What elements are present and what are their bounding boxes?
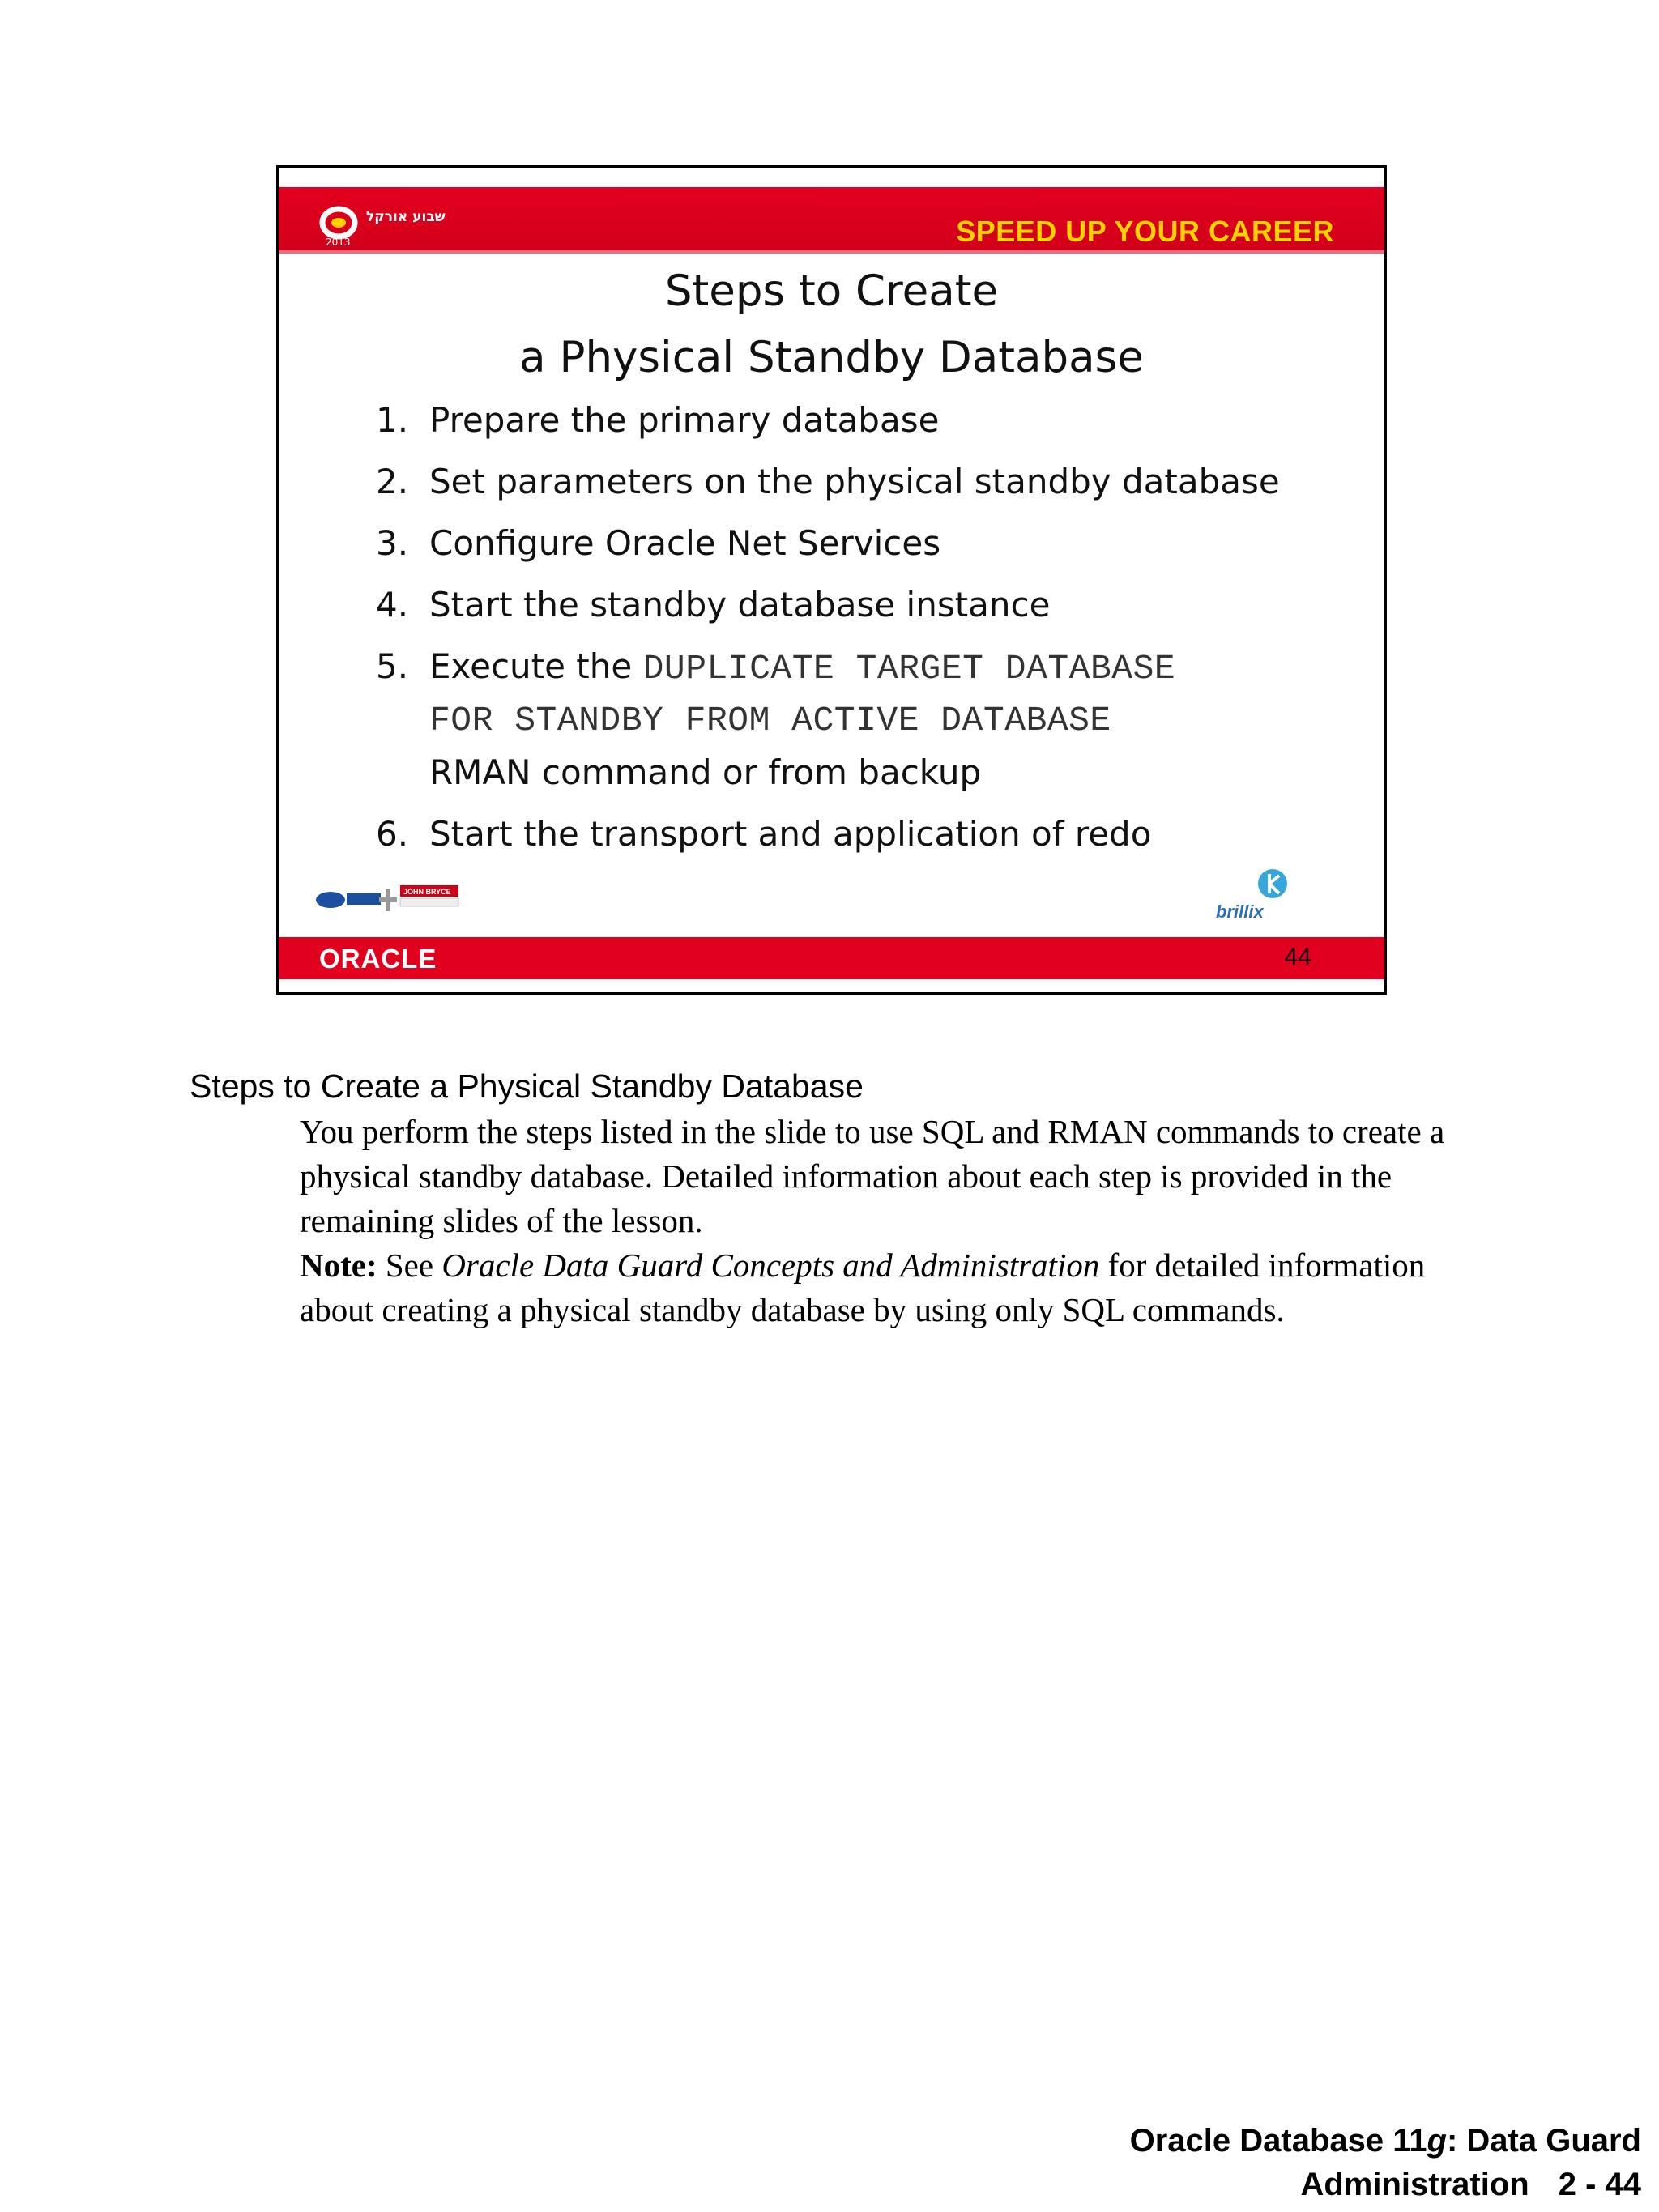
- step-text: RMAN command or from backup: [429, 752, 982, 792]
- oracle-week-logo-icon: [318, 203, 447, 249]
- slide-top-band: [279, 187, 1384, 254]
- notes-heading: Steps to Create a Physical Standby Database: [190, 1068, 864, 1105]
- step-code: DUPLICATE TARGET DATABASE: [642, 649, 1176, 688]
- step-code: FOR STANDBY FROM ACTIVE DATABASE: [429, 701, 1111, 740]
- step-number: 4.: [376, 585, 409, 624]
- step-item: [376, 518, 1348, 569]
- footer-course-title-2: Administration: [1300, 2167, 1529, 2202]
- notes-body: [300, 1110, 1466, 1332]
- notes-note: Note: See Oracle Data Guard Concepts and Administration for detailed information about creating a physical standby database by using only SQL commands.: [300, 1247, 1426, 1328]
- step-number: 3.: [376, 523, 409, 563]
- svg-text:brillix: brillix: [1216, 901, 1264, 922]
- step-text: Start the transport and application of redo: [429, 814, 1152, 854]
- brillix-logo-icon: [1211, 866, 1308, 931]
- steps-list: [376, 394, 1348, 870]
- note-label: Note:: [300, 1247, 377, 1284]
- footer-course-title: Oracle Database 11g: Data Guard: [1129, 2123, 1641, 2159]
- svg-text:JOHN BRYCE: JOHN BRYCE: [403, 888, 451, 896]
- partner-logos-icon: [314, 882, 468, 914]
- step-item: [376, 456, 1348, 508]
- step-number: 6.: [376, 814, 409, 854]
- step-text: Start the standby database instance: [429, 585, 1051, 624]
- footer-page-number: 2 - 44: [1558, 2167, 1641, 2202]
- step-text: Configure Oracle Net Services: [429, 523, 941, 563]
- step-text: Set parameters on the physical standby database: [429, 462, 1280, 501]
- step-number: 2.: [376, 462, 409, 501]
- slide-tagline: SPEED UP YOUR CAREER: [956, 215, 1334, 248]
- step-item: [376, 579, 1348, 631]
- step-item: [376, 808, 1348, 860]
- slide-number: 44: [1284, 944, 1311, 970]
- slide-image: [276, 165, 1387, 995]
- step-number: 5.: [376, 646, 409, 686]
- step-text: Execute the: [429, 646, 643, 686]
- step-number: 1.: [376, 400, 409, 440]
- step-item: [376, 641, 1348, 799]
- svg-text:2013: 2013: [326, 237, 351, 248]
- svg-text:שבוע אורקל: שבוע אורקל: [366, 209, 446, 225]
- slide-title-line-1: Steps to Create: [664, 266, 999, 316]
- book-title: Oracle Data Guard Concepts and Administration: [441, 1247, 1100, 1284]
- slide-bottom-band: [279, 937, 1384, 979]
- step-item: [376, 394, 1348, 446]
- notes-paragraph: You perform the steps listed in the slide to use SQL and RMAN commands to create a physical standby database. Detailed information about each step is provided in the remaining slides of the lesson.: [300, 1113, 1445, 1239]
- step-text: Prepare the primary database: [429, 400, 940, 440]
- oracle-logo: ORACLE: [319, 944, 437, 974]
- page-footer: [1130, 2119, 1641, 2206]
- slide-title-line-2: a Physical Standby Database: [519, 333, 1144, 382]
- slide-title: [279, 258, 1384, 391]
